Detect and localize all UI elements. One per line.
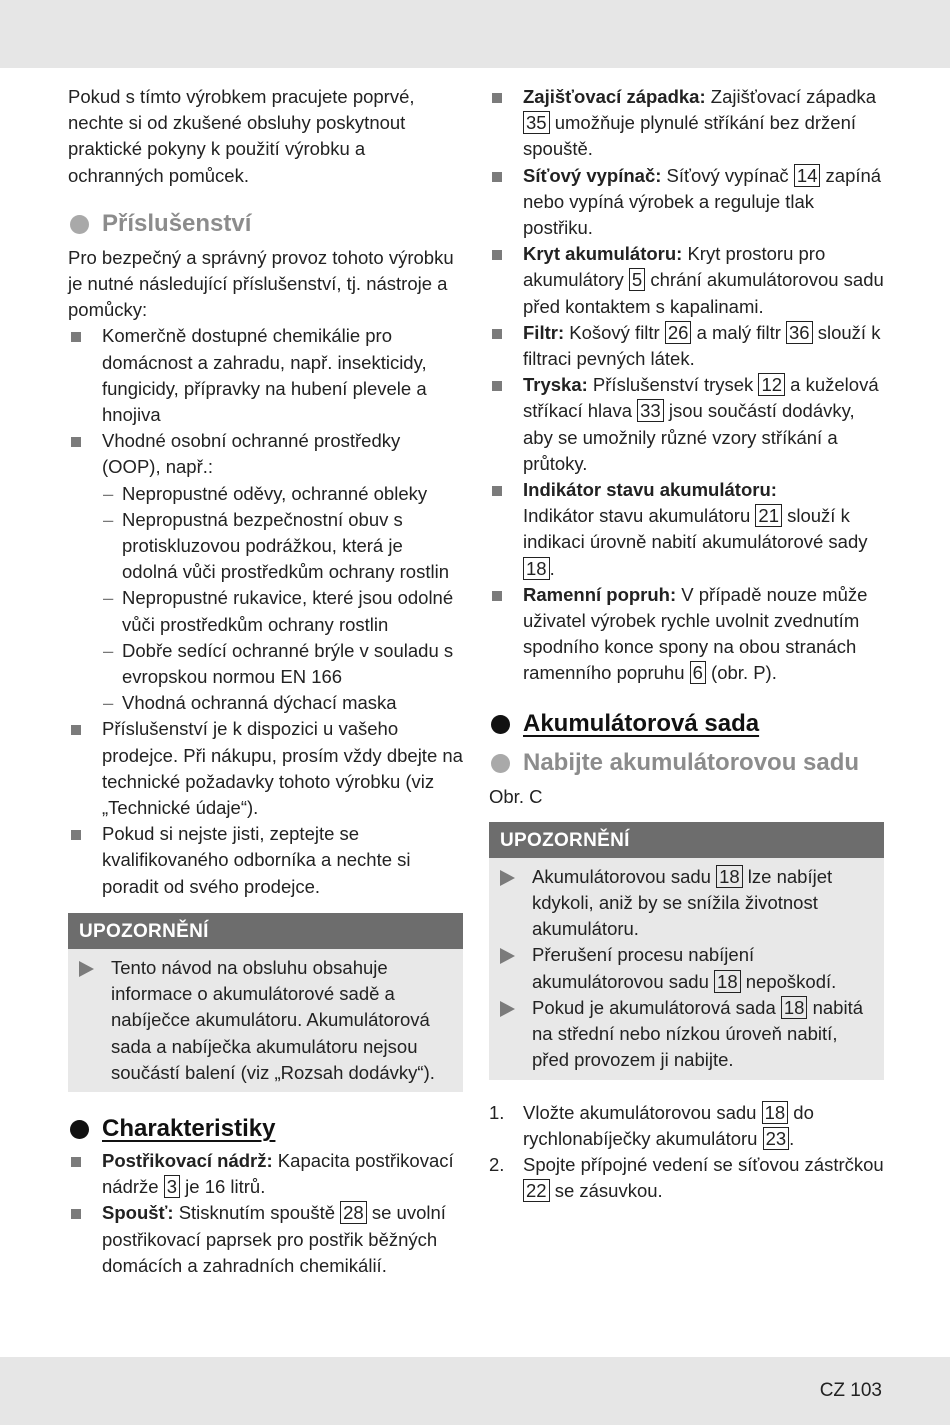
triangle-bullet-icon	[500, 870, 515, 886]
triangle-bullet-icon	[500, 948, 515, 964]
warning-box	[68, 913, 463, 1092]
sub-list-item: – Nepropustná bezpečnostní obuv s protiskluzovou podrážkou, která je odolná vůči prostředkům ochrany rostlin	[103, 508, 449, 583]
list-item: Postřikovací nádrž: Kapacita postřikovací nádrže 3 je 16 litrů.	[68, 1148, 463, 1200]
list-item: Komerčně dostupné chemikálie pro domácnost a zahradu, např. insekticidy, fungicidy, přípravky na hubení plevele a hnojiva	[68, 323, 463, 428]
square-bullet-icon	[71, 332, 81, 342]
square-bullet-icon	[71, 830, 81, 840]
warning-box	[489, 822, 884, 1080]
square-bullet-icon	[492, 381, 502, 391]
part-number-ref: 6	[690, 661, 706, 684]
list-item: Spoušť: Stisknutím spouště 28 se uvolní postřikovací paprsek pro postřik běžných domácích a zahradních chemikálií.	[68, 1200, 463, 1279]
part-number-ref: 3	[164, 1175, 180, 1198]
section-dot-icon	[491, 754, 510, 773]
part-number-ref: 12	[758, 373, 785, 396]
left-column	[68, 84, 463, 1279]
list-item: Ramenní popruh: V případě nouze může uživatel výrobek rychle uvolnit zvednutím spodního konce spony na obou stranách ramenního popruhu 6 (obr. P).	[489, 582, 884, 687]
list-item: Síťový vypínač: Síťový vypínač 14 zapíná nebo vypíná výrobek a reguluje tlak postřiku.	[489, 163, 884, 242]
part-number-ref: 5	[629, 268, 645, 291]
sub-list-item: – Nepropustné oděvy, ochranné obleky	[103, 482, 428, 504]
accessories-intro: Pro bezpečný a správný provoz tohoto výrobku je nutné následující příslušenství, tj. nástroje a pomůcky:	[68, 246, 454, 321]
numbered-step: 1. Vložte akumulátorovou sadu 18 do rychlonabíječky akumulátoru 23 .	[489, 1101, 814, 1149]
part-number-ref: 18	[714, 970, 741, 993]
part-number-ref: 22	[523, 1179, 550, 1202]
heading-characteristics: Charakteristiky	[68, 1114, 463, 1144]
square-bullet-icon	[71, 1209, 81, 1219]
part-number-ref: 18	[762, 1101, 789, 1124]
list-item: Pokud si nejste jisti, zeptejte se kvalifikovaného odborníka a nechte si poradit od svého prodejce.	[68, 821, 463, 900]
list-item: Tryska: Příslušenství trysek 12 a kuželová stříkací hlava 33 jsou součástí dodávky, aby se umožnily různé vzory stříkání a průtoky.	[489, 372, 884, 477]
warning-item: Tento návod na obsluhu obsahuje informace o akumulátorové sadě a nabíječce akumulátoru. Akumulátorová sada a nabíječka akumulátoru nejsou součástí balení (viz „Rozsah dodávky“).	[68, 955, 455, 1086]
list-item: Zajišťovací západka: Zajišťovací západka 35 umožňuje plynulé stříkání bez držení spouště.	[489, 84, 884, 163]
part-number-ref: 18	[781, 996, 808, 1019]
part-number-ref: 28	[340, 1201, 367, 1224]
part-number-ref: 35	[523, 111, 550, 134]
warning-title: UPOZORNĚNÍ	[68, 913, 463, 949]
part-number-ref: 18	[523, 557, 550, 580]
square-bullet-icon	[71, 437, 81, 447]
intro-paragraph: Pokud s tímto výrobkem pracujete poprvé, nechte si od zkušené obsluhy poskytnout praktické pokyny k použití výrobku a ochranných pomůcek.	[68, 86, 415, 186]
square-bullet-icon	[71, 1157, 81, 1167]
square-bullet-icon	[492, 250, 502, 260]
list-item: Vhodné osobní ochranné prostředky (OOP), např.:	[68, 428, 463, 480]
sub-list-item: – Dobře sedící ochranné brýle v souladu s evropskou normou EN 166	[103, 639, 454, 688]
section-dot-icon	[70, 1120, 89, 1139]
numbered-step: 2. Spojte přípojné vedení se síťovou zástrčkou 22 se zásuvkou.	[489, 1153, 884, 1202]
square-bullet-icon	[492, 93, 502, 103]
footer-bar	[0, 1357, 950, 1425]
list-item: Kryt akumulátoru: Kryt prostoru pro akumulátory 5 chrání akumulátorovou sadu před kontaktem s kapalinami.	[489, 241, 884, 320]
part-number-ref: 36	[786, 321, 813, 344]
part-number-ref: 18	[716, 865, 743, 888]
square-bullet-icon	[492, 172, 502, 182]
sub-list-item: – Nepropustné rukavice, které jsou odolné vůči prostředkům ochrany rostlin	[103, 587, 454, 635]
square-bullet-icon	[492, 486, 502, 496]
section-dot-icon	[491, 715, 510, 734]
header-bar	[0, 0, 950, 68]
heading-charge-battery: Nabijte akumulátorovou sadu	[489, 748, 884, 778]
list-item: Indikátor stavu akumulátoru: Indikátor stavu akumulátoru 21 slouží k indikaci úrovně nabití akumulátorové sady 18 .	[489, 477, 884, 582]
part-number-ref: 33	[637, 399, 664, 422]
warning-item: Přerušení procesu nabíjení akumulátorovou sadu 18 nepoškodí.	[489, 942, 876, 994]
part-number-ref: 14	[794, 164, 821, 187]
part-number-ref: 21	[755, 504, 782, 527]
heading-accessories: Příslušenství	[68, 209, 463, 239]
square-bullet-icon	[492, 329, 502, 339]
section-dot-icon	[70, 215, 89, 234]
sub-list-item: – Vhodná ochranná dýchací maska	[103, 692, 397, 714]
page-number: CZ 103	[819, 1380, 882, 1401]
part-number-ref: 26	[665, 321, 692, 344]
warning-item: Pokud je akumulátorová sada 18 nabitá na střední nebo nízkou úroveň nabití, před provozem ji nabijte.	[489, 995, 876, 1074]
list-item: Příslušenství je k dispozici u vašeho prodejce. Při nákupu, prosím vždy dbejte na technické požadavky tohoto výrobku (viz „Technické údaje“).	[68, 716, 463, 821]
triangle-bullet-icon	[79, 961, 94, 977]
square-bullet-icon	[492, 591, 502, 601]
list-item: Filtr: Košový filtr 26 a malý filtr 36 slouží k filtraci pevných látek.	[489, 320, 884, 372]
warning-title: UPOZORNĚNÍ	[489, 822, 884, 858]
figure-reference: Obr. C	[489, 785, 543, 807]
heading-battery: Akumulátorová sada	[489, 709, 884, 739]
part-number-ref: 23	[763, 1127, 790, 1150]
right-column	[489, 84, 884, 1204]
triangle-bullet-icon	[500, 1001, 515, 1017]
warning-item: Akumulátorovou sadu 18 lze nabíjet kdykoli, aniž by se snížila životnost akumulátoru.	[489, 864, 876, 943]
square-bullet-icon	[71, 725, 81, 735]
